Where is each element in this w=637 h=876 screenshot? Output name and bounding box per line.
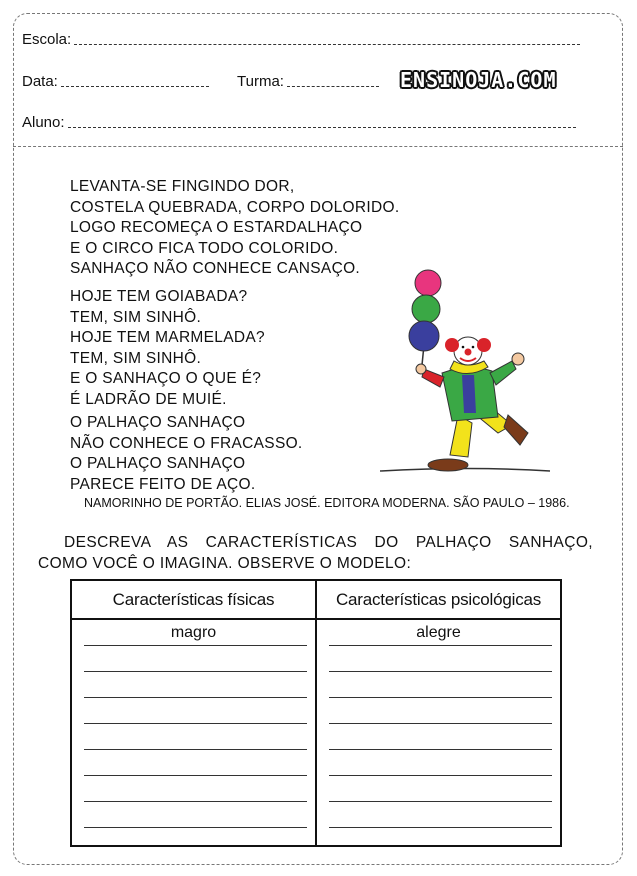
escola-input-line[interactable]	[74, 44, 580, 45]
answer-line[interactable]	[84, 827, 307, 828]
aluno-label: Aluno:	[22, 114, 65, 131]
poem-line: LEVANTA-SE FINGINDO DOR,	[70, 178, 295, 195]
characteristics-table	[70, 579, 562, 847]
poem-line: E O SANHAÇO O QUE É?	[70, 370, 262, 387]
poem-line: TEM, SIM SINHÔ.	[70, 349, 202, 367]
poem-line: HOJE TEM MARMELADA?	[70, 329, 265, 346]
poem-line: E O CIRCO FICA TODO COLORIDO.	[70, 239, 339, 257]
poem-line: O PALHAÇO SANHAÇO	[70, 414, 246, 431]
question-line-2: COMO VOCÊ O IMAGINA. OBSERVE O MODELO:	[38, 555, 412, 572]
poem-line: É LADRÃO DE MUIÉ.	[70, 390, 227, 408]
escola-field	[22, 31, 580, 48]
header-separator	[13, 146, 623, 147]
answer-line[interactable]	[84, 775, 307, 776]
aluno-input-line[interactable]	[68, 127, 576, 128]
poem-stanza-3	[70, 413, 303, 495]
answer-line[interactable]	[329, 645, 552, 646]
physical-header: Características físicas	[72, 581, 315, 620]
question-line-1: DESCREVA AS CARACTERÍSTICAS DO PALHAÇO SANHAÇO,	[64, 534, 593, 551]
answer-line[interactable]	[84, 801, 307, 802]
turma-field	[237, 73, 379, 90]
answer-line[interactable]	[329, 723, 552, 724]
turma-input-line[interactable]	[287, 86, 379, 87]
physical-column	[72, 581, 315, 845]
answer-line[interactable]	[84, 671, 307, 672]
answer-line[interactable]	[329, 749, 552, 750]
poem-source: NAMORINHO DE PORTÃO. ELIAS JOSÉ. EDITORA MODERNA. SÃO PAULO – 1986.	[84, 496, 570, 510]
answer-line[interactable]	[329, 801, 552, 802]
clown-illustration	[380, 265, 560, 480]
answer-line[interactable]	[84, 723, 307, 724]
answer-line[interactable]	[329, 775, 552, 776]
site-logo: ENSINOJA.COM	[400, 68, 557, 92]
physical-example: magro	[170, 624, 217, 641]
question-text	[38, 532, 593, 574]
psychological-example: alegre	[416, 624, 461, 641]
psychological-header: Características psicológicas	[317, 581, 560, 620]
aluno-field	[22, 114, 576, 131]
balloon-blue	[409, 321, 439, 351]
data-field	[22, 73, 209, 90]
answer-line[interactable]	[329, 671, 552, 672]
poem-line: PARECE FEITO DE AÇO.	[70, 475, 256, 493]
poem-line: LOGO RECOMEÇA O ESTARDALHAÇO	[70, 219, 363, 236]
psychological-column	[315, 581, 560, 845]
answer-line[interactable]	[84, 697, 307, 698]
poem-line: O PALHAÇO SANHAÇO	[70, 455, 246, 472]
escola-label: Escola:	[22, 31, 72, 48]
turma-label: Turma:	[237, 73, 284, 90]
answer-line[interactable]	[84, 749, 307, 750]
poem-line: NÃO CONHECE O FRACASSO.	[70, 434, 303, 452]
poem-stanza-2	[70, 287, 265, 410]
answer-line[interactable]	[329, 697, 552, 698]
poem-line: SANHAÇO NÃO CONHECE CANSAÇO.	[70, 260, 361, 277]
poem-line: COSTELA QUEBRADA, CORPO DOLORIDO.	[70, 198, 400, 216]
poem-stanza-1	[70, 177, 399, 280]
poem-line: TEM, SIM SINHÔ.	[70, 308, 202, 326]
answer-line[interactable]	[329, 827, 552, 828]
data-input-line[interactable]	[61, 86, 209, 87]
answer-line[interactable]	[84, 645, 307, 646]
poem-line: HOJE TEM GOIABADA?	[70, 288, 248, 305]
data-label: Data:	[22, 73, 58, 90]
balloon-pink	[415, 270, 441, 296]
balloon-green	[412, 295, 440, 323]
